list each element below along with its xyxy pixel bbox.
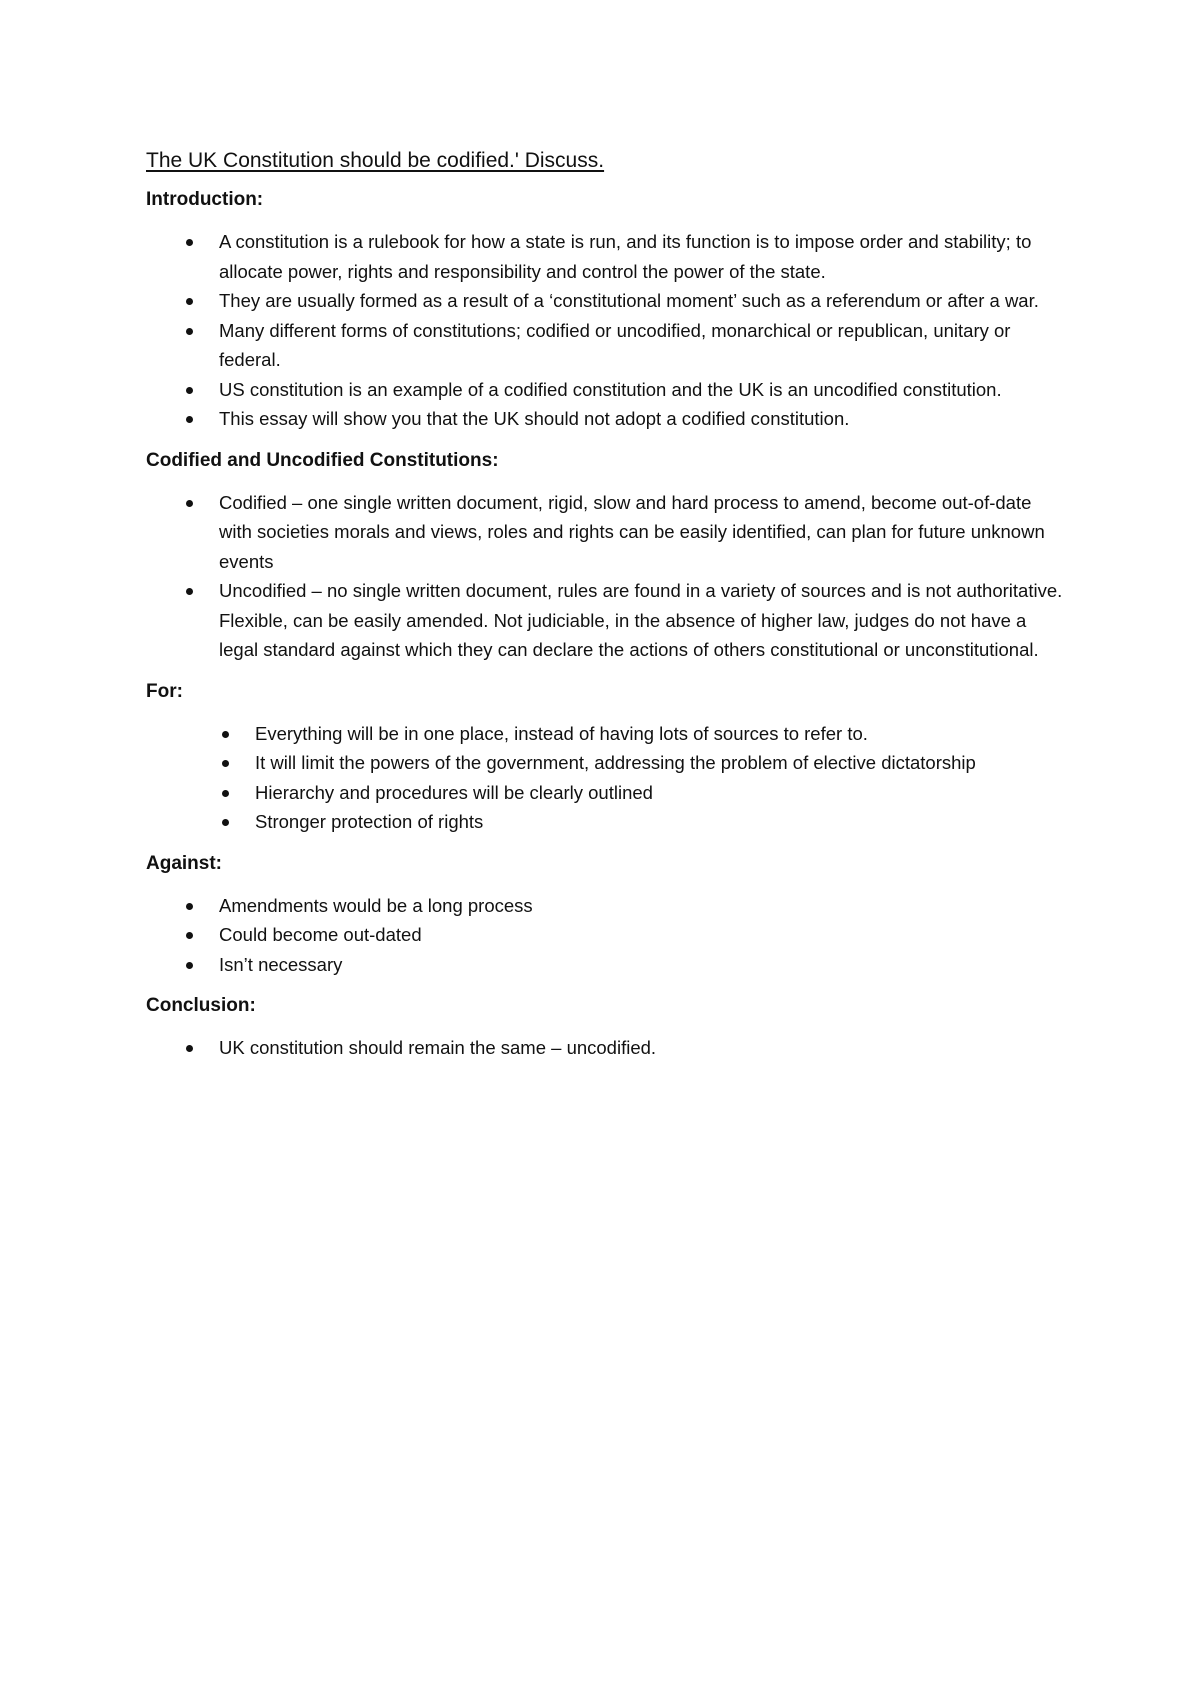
bullet-icon <box>186 298 193 305</box>
list-item <box>146 1033 1066 1063</box>
bullet-icon <box>222 819 229 826</box>
bullet-icon <box>222 760 229 767</box>
list-item-text: Isn’t necessary <box>219 953 343 975</box>
list-item <box>146 404 1066 434</box>
list-item-text: It will limit the powers of the government, addressing the problem of elective dictatorship <box>255 752 976 773</box>
bullet-icon <box>186 328 193 335</box>
bullet-icon <box>186 903 193 910</box>
list-item <box>146 891 1066 921</box>
list-item-text: Hierarchy and procedures will be clearly outlined <box>255 781 653 803</box>
bullet-icon <box>186 1045 193 1052</box>
section-heading-codified: Codified and Uncodified Constitutions: <box>146 449 499 471</box>
section-heading-for: For: <box>146 680 183 702</box>
bullet-icon <box>222 790 229 797</box>
list-item-text: This essay will show you that the UK should not adopt a codified constitution. <box>219 408 850 429</box>
bullet-icon <box>186 932 193 939</box>
section-heading-conclusion: Conclusion: <box>146 995 256 1016</box>
bullet-icon <box>186 387 193 394</box>
bullet-icon <box>186 588 193 595</box>
list-item <box>146 950 1066 980</box>
bullet-icon <box>186 962 193 969</box>
list-item-text: They are usually formed as a result of a ‘constitutional moment’ such as a referendum or after a war. <box>219 290 1039 311</box>
list-item <box>146 719 1066 749</box>
section-heading-introduction: Introduction: <box>146 189 264 210</box>
list-item <box>146 576 1066 665</box>
list-item-text: Everything will be in one place, instead of having lots of sources to refer to. <box>255 722 868 744</box>
list-item-text: Codified – one single written document, rigid, slow and hard process to amend, become out-of-date with societies morals and views, roles and rights can be easily identified, can plan for future unknown events <box>219 491 1045 572</box>
bullet-icon <box>186 416 193 423</box>
list-item-text: A constitution is a rulebook for how a state is run, and its function is to impose order and stability; to allocate power, rights and responsibility and control the power of the state. <box>219 231 1032 282</box>
list-item <box>146 227 1066 286</box>
list-item-text: Many different forms of constitutions; codified or uncodified, monarchical or republican, unitary or federal. <box>219 319 1011 370</box>
list-item <box>146 316 1066 375</box>
list-item <box>146 286 1066 316</box>
list-item-text: US constitution is an example of a codified constitution and the UK is an uncodified constitution. <box>219 378 1002 400</box>
bullet-icon <box>186 500 193 507</box>
list-item <box>146 778 1066 808</box>
list-item-text: UK constitution should remain the same – uncodified. <box>219 1037 657 1058</box>
list-item-text: Could become out-dated <box>219 924 422 945</box>
list-item <box>146 488 1066 577</box>
list-item <box>146 748 1066 778</box>
introduction-list <box>146 227 1066 434</box>
bullet-icon <box>186 239 193 246</box>
against-list <box>146 891 1066 980</box>
list-item-text: Uncodified – no single written document, rules are found in a variety of sources and is not authoritative. Flexible, can be easily amended. Not judiciable, in the absence of higher law, judges do not have a legal standard against which they can declare the actions of others constitutional or unconstitutional. <box>219 580 1063 660</box>
document-title: The UK Constitution should be codified.' Discuss. <box>146 149 605 172</box>
for-list <box>146 719 1066 837</box>
section-heading-against: Against: <box>146 852 222 874</box>
list-item <box>146 920 1066 950</box>
document-body <box>146 146 1066 1077</box>
list-item-text: Stronger protection of rights <box>255 811 484 832</box>
list-item <box>146 807 1066 837</box>
codified-list <box>146 488 1066 665</box>
conclusion-list <box>146 1033 1066 1063</box>
list-item <box>146 375 1066 405</box>
list-item-text: Amendments would be a long process <box>219 894 533 916</box>
bullet-icon <box>222 731 229 738</box>
